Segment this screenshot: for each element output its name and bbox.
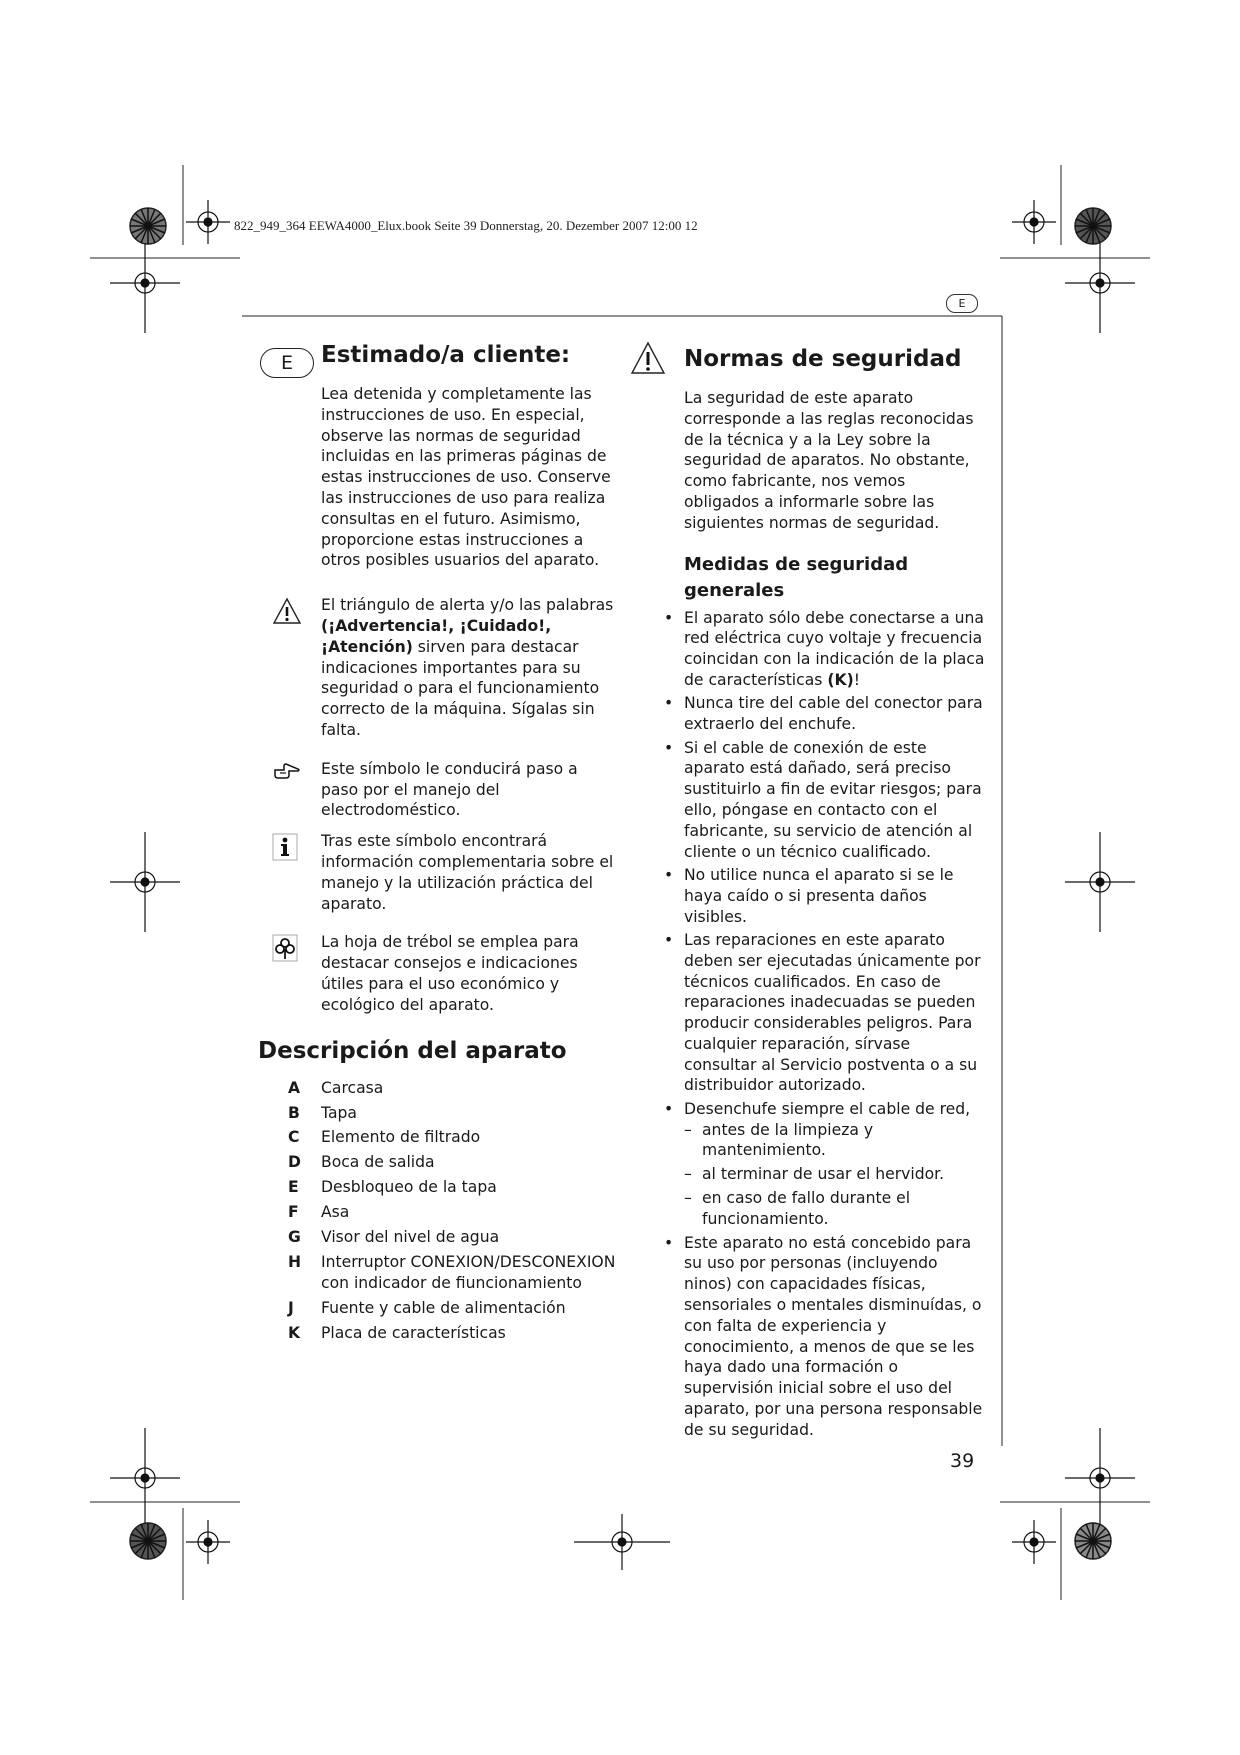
left-column: [258, 338, 618, 1348]
parts-list: [258, 1078, 618, 1344]
part-label: Asa: [321, 1203, 350, 1222]
list-item: • Las reparaciones en este aparato deben ser ejecutadas únicamente por técnicos cualificados. En caso de reparaciones inadecuadas se pueden producir considerables peligros. Para cualquier reparación, sírvase consultar al Servicio postventa o a su distribuidor autorizado.: [664, 930, 981, 1095]
safety-intro: La seguridad de este aparato corresponde a las reglas reconocidas de la técnica y a la Ley sobre la seguridad de aparatos. No obstante, como fabricante, nos vemos obligados a informarle sobre las siguientes normas de seguridad.: [684, 389, 974, 532]
part-label: Placa de características: [321, 1324, 506, 1343]
warning-triangle-icon: [272, 597, 302, 625]
safety-bullet-text: Si el cable de conexión de este aparato está dañado, será preciso sustituirlo a fin de evitar riesgos; para ello, póngase en contacto con el fabricante, su servicio de atención al cliente o un técnico cualificado.: [684, 738, 982, 861]
note-warning-post: sirven para destacar indicaciones importantes para su seguridad o para el funcionamiento correcto de la máquina. Sígalas sin falta.: [321, 637, 600, 739]
list-item: • El aparato sólo debe conectarse a una red eléctrica cuyo voltaje y frecuencia coincidan con la indicación de la placa de características (K)!: [664, 608, 985, 689]
language-tab: E: [946, 294, 978, 313]
description-section: [258, 1036, 618, 1344]
part-letter: A: [288, 1078, 301, 1097]
note-warning-bold: (¡Advertencia!, ¡Cuidado!, ¡Atención): [321, 616, 552, 656]
sub-item-text: al terminar de usar el hervidor.: [702, 1165, 945, 1184]
part-letter: F: [288, 1203, 299, 1222]
intro-text: Lea detenida y completamente las instrucciones de uso. En especial, observe las normas de seguridad incluidas en las primeras páginas de estas instrucciones de uso. Conserve las instrucciones de uso para realiza consultas en el futuro. Asimismo, proporcione estas instrucciones a otros posibles usuarios del aparato.: [321, 385, 611, 570]
part-label: Desbloqueo de la tapa: [321, 1178, 497, 1197]
safety-subtitle: Medidas de seguridad generales: [684, 553, 909, 601]
safety-list: [630, 608, 985, 1441]
part-label: Elemento de filtrado: [321, 1128, 481, 1147]
warning-triangle-icon: [630, 341, 666, 375]
parts-item: [258, 1152, 618, 1173]
parts-item: [258, 1227, 618, 1248]
note-info-text: Tras este símbolo encontrará información complementaria sobre el manejo y la utilización práctica del aparato.: [321, 832, 614, 913]
description-title: Descripción del aparato: [258, 1037, 567, 1064]
note-warning-pre: El triángulo de alerta y/o las palabras: [321, 596, 614, 615]
note-warning-text: [321, 595, 618, 741]
part-letter: J: [288, 1299, 294, 1318]
safety-bullet-text: Las reparaciones en este aparato deben ser ejecutadas únicamente por técnicos cualificados. En caso de reparaciones inadecuadas se pueden producir considerables peligros. Para cualquier reparación, sírvase consultar al Servicio postventa o a su distribuidor autorizado.: [684, 930, 981, 1095]
note-step-text: Este símbolo le conducirá paso a paso por el manejo del electrodoméstico.: [321, 759, 578, 820]
note-info: [258, 831, 618, 914]
safety-title: [684, 340, 985, 378]
part-letter: D: [288, 1153, 301, 1172]
safety-bullet-bold: (K): [827, 670, 854, 689]
part-letter: C: [288, 1128, 300, 1147]
pointing-hand-icon: [272, 761, 302, 783]
part-letter: K: [288, 1324, 301, 1343]
part-label: Visor del nivel de agua: [321, 1228, 500, 1247]
note-warning: [258, 595, 618, 741]
part-label: Fuente y cable de alimentación: [321, 1299, 566, 1318]
sub-item-text: en caso de fallo durante el funcionamiento.: [702, 1189, 911, 1228]
parts-item: [258, 1177, 618, 1198]
part-label: Interruptor CONEXION/DESCONEXION con indicador de fiuncionamiento: [321, 1253, 616, 1293]
sub-list-item: – en caso de fallo durante el funcionamiento.: [684, 1189, 911, 1228]
clover-leaf-icon: [272, 934, 298, 962]
parts-item: [258, 1323, 618, 1344]
sub-list-item: – antes de la limpieza y mantenimiento.: [684, 1120, 874, 1160]
safety-bullet-text: No utilice nunca el aparato si se le haya caído o si presenta daños visibles.: [684, 865, 954, 926]
parts-item: [258, 1252, 618, 1294]
safety-bullet-text: Este aparato no está concebido para su uso por personas (incluyendo ninos) con capacidades físicas, sensoriales o mentales disminuídas, o con falta de experiencia y conocimiento, a menos de que se les haya dado una formación o supervisión inicial sobre el uso del aparato, por una persona responsable de su seguridad.: [684, 1233, 983, 1439]
intro-title: Estimado/a cliente:: [321, 342, 571, 368]
part-letter: H: [288, 1253, 302, 1272]
part-letter: B: [288, 1103, 300, 1122]
safety-bullet-text: Desenchufe siempre el cable de red,: [684, 1099, 971, 1118]
note-eco: [258, 932, 618, 1015]
parts-item: [258, 1103, 618, 1124]
list-item: • Nunca tire del cable del conector para extraerlo del enchufe.: [664, 694, 983, 734]
safety-bullet-text: Nunca tire del cable del conector para extraerlo del enchufe.: [684, 694, 983, 734]
page-number: 39: [950, 1450, 975, 1472]
safety-bullet-post: !: [853, 670, 860, 689]
parts-item: [258, 1078, 618, 1099]
parts-item: [258, 1298, 618, 1319]
part-label: Tapa: [321, 1103, 357, 1122]
part-letter: G: [288, 1228, 301, 1247]
info-icon: [272, 833, 298, 861]
safety-bullet-pre: El aparato sólo debe conectarse a una red eléctrica cuyo voltaje y frecuencia coincidan con la indicación de la placa de características: [684, 608, 985, 689]
sub-item-text: antes de la limpieza y mantenimiento.: [702, 1120, 874, 1160]
list-item: • Si el cable de conexión de este aparato está dañado, será preciso sustituirlo a fin de evitar riesgos; para ello, póngase en contacto con el fabricante, su servicio de atención al cliente o un técnico cualificado.: [664, 738, 982, 861]
sub-list-item: – al terminar de usar el hervidor.: [684, 1165, 945, 1184]
intro-section: [258, 338, 618, 571]
language-badge: E: [260, 348, 314, 378]
parts-item: [258, 1202, 618, 1223]
note-eco-text: La hoja de trébol se emplea para destacar consejos e indicaciones útiles para el uso económico y ecológico del aparato.: [321, 933, 579, 1014]
list-item: • No utilice nunca el aparato si se le haya caído o si presenta daños visibles.: [664, 865, 954, 926]
note-step: [258, 759, 618, 821]
right-column: [630, 340, 985, 1443]
parts-item: [258, 1127, 618, 1148]
safety-title-text: Normas de seguridad: [684, 346, 962, 372]
list-item: • Desenchufe siempre el cable de red, – antes de la limpieza y mantenimiento. – al terminar de usar el hervidor. – en caso de fallo durante el funcionamiento.: [630, 1099, 985, 1230]
list-item: • Este aparato no está concebido para su uso por personas (incluyendo ninos) con capacidades físicas, sensoriales o mentales disminuídas, o con falta de experiencia y conocimiento, a menos de que se les haya dado una formación o supervisión inicial sobre el uso del aparato, por una persona responsable de su seguridad.: [664, 1233, 983, 1439]
sub-list: [684, 1120, 985, 1230]
part-label: Boca de salida: [321, 1153, 435, 1172]
print-slug: 822_949_364 EEWA4000_Elux.book Seite 39 Donnerstag, 20. Dezember 2007 12:00 12: [234, 218, 698, 233]
part-label: Carcasa: [321, 1078, 384, 1097]
part-letter: E: [288, 1178, 299, 1197]
